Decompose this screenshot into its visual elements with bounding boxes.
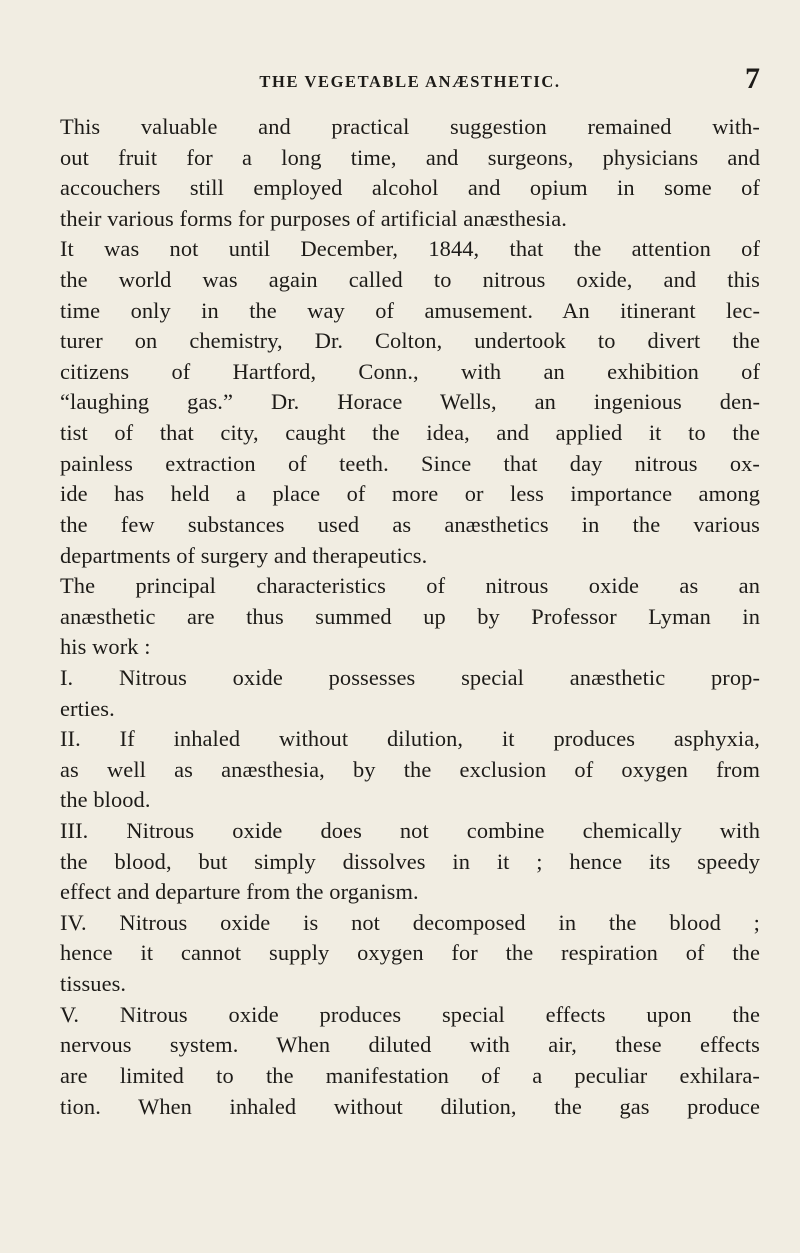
- text-line: anæsthetic are thus summed up by Professor Lyman in: [60, 603, 760, 629]
- text-line: the blood, but simply dissolves in it ; hence its speedy: [60, 848, 760, 874]
- text-line: as well as anæsthesia, by the exclusion of oxygen from: [60, 756, 760, 782]
- text-line: This valuable and practical suggestion remained with-: [60, 114, 760, 139]
- text-line: the world was again called to nitrous oxide, and this: [60, 267, 760, 293]
- text-line: time only in the way of amusement. An itinerant lec-: [60, 297, 760, 323]
- text-line: the blood.: [60, 787, 151, 813]
- text-line: citizens of Hartford, Conn., with an exhibition of: [60, 358, 760, 384]
- text-line: tion. When inhaled without dilution, the gas produce: [60, 1093, 760, 1119]
- text-line: his work :: [60, 634, 151, 660]
- text-line: accouchers still employed alcohol and opium in some of: [60, 175, 760, 201]
- text-line: painless extraction of teeth. Since that day nitrous ox-: [60, 450, 760, 476]
- text-line: II. If inhaled without dilution, it produces asphyxia,: [60, 726, 760, 752]
- text-line: turer on chemistry, Dr. Colton, undertook to divert the: [60, 328, 760, 354]
- text-line: tist of that city, caught the idea, and applied it to the: [60, 420, 760, 446]
- text-line: are limited to the manifestation of a peculiar exhilara-: [60, 1062, 760, 1088]
- text-line: The principal characteristics of nitrous oxide as an: [60, 573, 760, 599]
- text-line: IV. Nitrous oxide is not decomposed in the blood ;: [60, 909, 760, 935]
- text-line: V. Nitrous oxide produces special effects upon the: [60, 1001, 760, 1027]
- text-line: erties.: [60, 695, 115, 721]
- running-title: THE VEGETABLE ANÆSTHETIC.: [259, 72, 561, 91]
- text-line: hence it cannot supply oxygen for the respiration of the: [60, 940, 760, 966]
- text-line: out fruit for a long time, and surgeons, physicians and: [60, 144, 760, 170]
- text-line: III. Nitrous oxide does not combine chemically with: [60, 818, 760, 844]
- body-text: [60, 112, 760, 1122]
- text-line: their various forms for purposes of artificial anæsthesia.: [60, 205, 567, 231]
- text-line: tissues.: [60, 971, 127, 997]
- text-line: It was not until December, 1844, that the attention of: [60, 236, 760, 262]
- text-line: “laughing gas.” Dr. Horace Wells, an ingenious den-: [60, 389, 760, 415]
- text-line: nervous system. When diluted with air, these effects: [60, 1032, 760, 1058]
- running-head: [60, 62, 760, 102]
- text-line: ide has held a place of more or less importance among: [60, 481, 760, 507]
- text-line: effect and departure from the organism.: [60, 879, 419, 905]
- text-line: I. Nitrous oxide possesses special anæsthetic prop-: [60, 664, 760, 690]
- page-number: 7: [745, 62, 760, 95]
- text-line: the few substances used as anæsthetics in the various: [60, 511, 760, 537]
- text-line: departments of surgery and therapeutics.: [60, 542, 428, 568]
